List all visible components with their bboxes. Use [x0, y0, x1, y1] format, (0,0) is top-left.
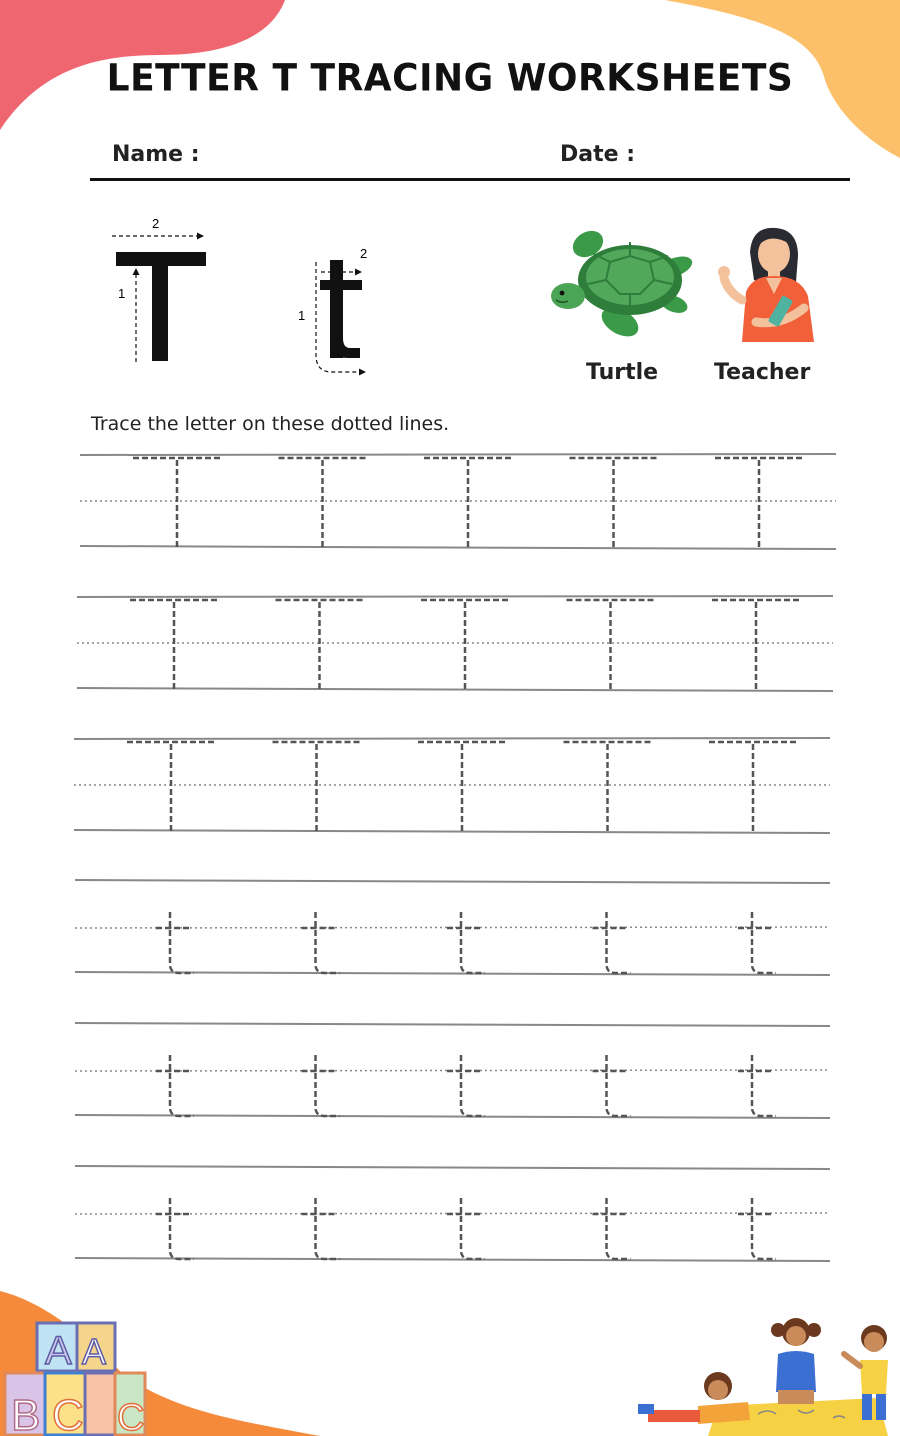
trace-letter-lower-t [170, 1055, 194, 1116]
date-label: Date : [560, 142, 636, 167]
trace-letter-lower-t [170, 912, 194, 973]
tracing-guide-line [75, 1166, 830, 1169]
tracing-guide-line [75, 880, 830, 883]
stroke-number: 2 [360, 246, 368, 261]
svg-text:B: B [11, 1391, 41, 1436]
stroke-number: 2 [152, 216, 160, 231]
stroke-number: 1 [118, 286, 126, 301]
trace-letter-lower-t [607, 1055, 631, 1116]
svg-text:C: C [52, 1391, 84, 1436]
tracing-guide-line [80, 546, 836, 549]
stroke-number: 1 [298, 308, 306, 323]
tracing-guide-line [77, 688, 833, 691]
tracing-midline [75, 1070, 830, 1071]
tracing-guide-line [74, 830, 830, 833]
tracing-guide-line [75, 1023, 830, 1026]
turtle-icon [550, 222, 700, 344]
trace-letter-lower-t [607, 1198, 631, 1259]
trace-letter-lower-t [461, 912, 485, 973]
trace-letter-lower-t [316, 1198, 340, 1259]
trace-letter-lower-t [752, 912, 776, 973]
tracing-guide-line [75, 1115, 830, 1118]
letter-stroke-guides [100, 210, 390, 385]
tracing-guide-line [77, 596, 833, 597]
trace-letter-lower-t [461, 1198, 485, 1259]
tracing-guide-line [80, 454, 836, 455]
trace-letter-lower-t [752, 1198, 776, 1259]
header-rule [90, 178, 850, 181]
trace-letter-lower-t [170, 1198, 194, 1259]
kids-drawing-icon [638, 1310, 900, 1436]
uppercase-t-stem [152, 252, 168, 361]
instruction-text: Trace the letter on these dotted lines. [91, 413, 450, 435]
teacher-icon [712, 222, 822, 347]
svg-text:A: A [45, 1329, 72, 1373]
tracing-midline [75, 927, 830, 928]
trace-letter-lower-t [316, 1055, 340, 1116]
tracing-midline [75, 1213, 830, 1214]
turtle-caption: Turtle [586, 360, 659, 385]
teacher-caption: Teacher [714, 360, 811, 385]
trace-letter-lower-t [316, 912, 340, 973]
svg-text:C: C [117, 1397, 145, 1436]
svg-text:A: A [82, 1331, 107, 1372]
trace-letter-lower-t [607, 912, 631, 973]
name-label: Name : [112, 142, 200, 167]
tracing-guide-line [75, 1258, 830, 1261]
tracing-guide-line [75, 972, 830, 975]
page-title: LETTER T TRACING WORKSHEETS [106, 56, 794, 101]
tracing-guide-line [74, 738, 830, 739]
trace-letter-lower-t [752, 1055, 776, 1116]
trace-letter-lower-t [461, 1055, 485, 1116]
lowercase-t-bar [320, 280, 362, 290]
abc-blocks-icon [0, 1318, 160, 1436]
